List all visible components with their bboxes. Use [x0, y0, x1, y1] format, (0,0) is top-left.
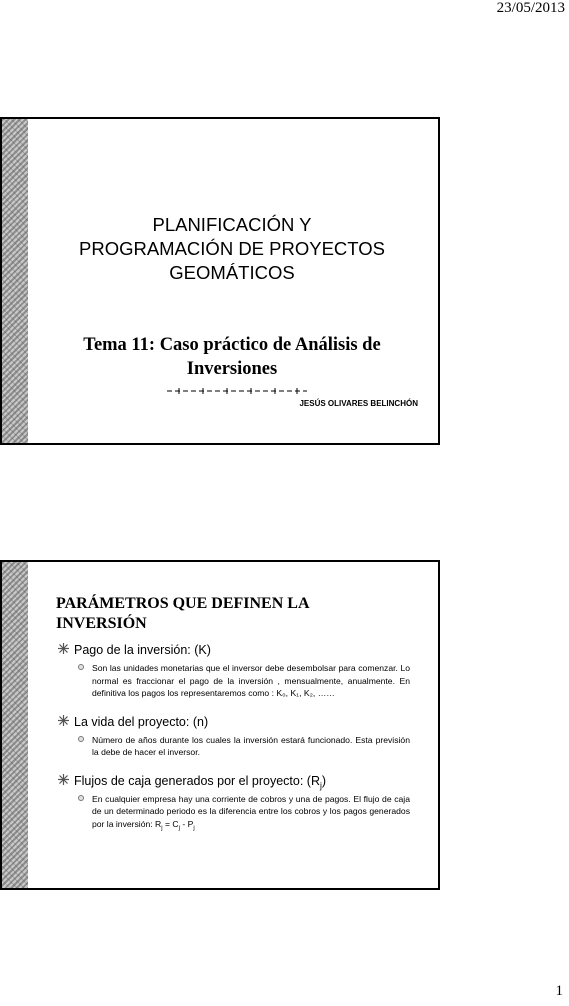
circle-bullet-icon — [78, 736, 84, 742]
slide-parameters — [0, 560, 440, 890]
slide-title — [0, 117, 440, 445]
slide-bullets — [58, 642, 410, 836]
bullet-label: Flujos de caja generados por el proyecto: $(R_j)$ — [74, 773, 327, 790]
star-bullet-icon — [58, 715, 69, 726]
sub-bullet-item — [58, 793, 410, 831]
sub-bullet-item — [58, 662, 410, 700]
bullet-item — [58, 773, 410, 789]
author-name: JESÚS OLIVARES BELINCHÓN — [299, 399, 418, 408]
title-line: PLANIFICACIÓN Y — [152, 214, 312, 235]
title-line: GEOMÁTICOS — [169, 262, 295, 283]
circle-bullet-icon — [78, 795, 84, 801]
slide-side-pattern — [2, 562, 28, 888]
slide-side-pattern — [2, 119, 28, 443]
page-number: 1 — [555, 983, 563, 999]
decorative-line — [167, 387, 307, 395]
presentation-subtitle — [42, 333, 422, 381]
bullet-item — [58, 642, 410, 658]
circle-bullet-icon — [78, 664, 84, 670]
print-date: 23/05/2013 — [496, 0, 565, 16]
sub-bullet-text: En cualquier empresa hay una corriente de cobros y una de pagos. El flujo de caja de un determinado periodo es la diferencia entre los cobros y los pagos generados por la inversión: $R_j = C_j - P_j$ — [92, 793, 410, 832]
subtitle-line: Tema 11: Caso práctico de Análisis de — [83, 335, 381, 355]
sub-bullet-item — [58, 734, 410, 759]
presentation-title — [52, 213, 412, 285]
bullet-label: La vida del proyecto: (n) — [74, 714, 209, 729]
star-bullet-icon — [58, 774, 69, 785]
title-line: PROGRAMACIÓN DE PROYECTOS — [79, 238, 385, 259]
bullet-item — [58, 714, 410, 730]
sub-bullet-text: Número de años durante los cuales la inversión estará funcionado. Esta previsión la debe de hacer el inversor. — [92, 734, 410, 757]
subtitle-line: Inversiones — [186, 359, 278, 379]
heading-line: INVERSIÓN — [56, 615, 147, 632]
sub-bullet-text: Son las unidades monetarias que el inversor debe desembolsar para comenzar. Lo normal es fraccionar el pago de la inversión , mensualmente, anualmente. En definitiva los pagos los representaremos como : K₀, K₁, K₂, …… — [92, 663, 410, 698]
bullet-label: Pago de la inversión: (K) — [74, 643, 211, 657]
heading-line: PARÁMETROS QUE DEFINEN LA — [56, 595, 310, 612]
star-bullet-icon — [58, 643, 69, 654]
slide-heading — [56, 594, 426, 634]
